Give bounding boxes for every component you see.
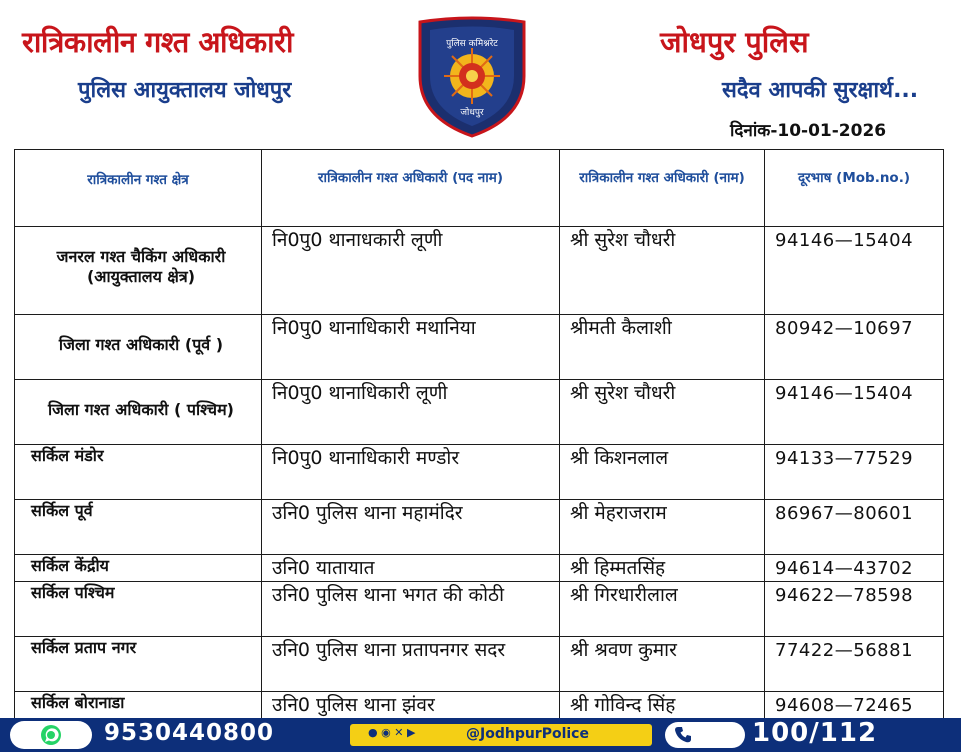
post-cell: उनि0 पुलिस थाना भगत की कोठी: [262, 582, 560, 637]
page-header: [0, 0, 961, 148]
area-cell: सर्किल बोरानाडा: [15, 692, 262, 719]
post-cell: उनि0 पुलिस थाना महामंदिर: [262, 500, 560, 555]
table-row: [15, 555, 944, 582]
post-cell: उनि0 यातायात: [262, 555, 560, 582]
table-row: [15, 637, 944, 692]
phone-cell: 77422—56881: [765, 637, 944, 692]
table-row: [15, 582, 944, 637]
post-cell: उनि0 पुलिस थाना झंवर: [262, 692, 560, 719]
area-cell: सर्किल पश्चिम: [15, 582, 262, 637]
table-row: [15, 315, 944, 380]
table-row: [15, 692, 944, 719]
report-date: दिनांक-10-01-2026: [730, 121, 887, 141]
page-title: रात्रिकालीन गश्त अधिकारी: [22, 25, 293, 59]
post-cell: नि0पु0 थानाधिकारी मथानिया: [262, 315, 560, 380]
social-icons: [368, 726, 415, 739]
phone-cell: 94133—77529: [765, 445, 944, 500]
phone-cell: 80942—10697: [765, 315, 944, 380]
area-cell: जनरल गश्त चैकिंग अधिकारी (आयुक्तालय क्षेत्र): [15, 227, 262, 315]
post-cell: नि0पु0 थानाधकारी लूणी: [262, 227, 560, 315]
phone-cell: 94622—78598: [765, 582, 944, 637]
table-row: [15, 227, 944, 315]
table-row: [15, 445, 944, 500]
area-cell: सर्किल केंद्रीय: [15, 555, 262, 582]
phone-cell: 86967—80601: [765, 500, 944, 555]
officer-name-cell: श्री श्रवण कुमार: [560, 637, 765, 692]
badge-top-text: पुलिस कमिश्नरेट: [446, 39, 498, 49]
phone-cell: 94146—15404: [765, 380, 944, 445]
officer-name-cell: श्री गोविन्द सिंह: [560, 692, 765, 719]
phone-cell: 94614—43702: [765, 555, 944, 582]
column-header-area: रात्रिकालीन गश्त क्षेत्र: [15, 150, 262, 227]
officer-name-cell: श्री मेहराजराम: [560, 500, 765, 555]
officer-name-cell: श्रीमती कैलाशी: [560, 315, 765, 380]
post-cell: नि0पु0 थानाधिकारी मण्डोर: [262, 445, 560, 500]
phone-cell: 94608—72465: [765, 692, 944, 719]
youtube-icon[interactable]: ▶: [406, 726, 416, 739]
whatsapp-icon[interactable]: [10, 721, 92, 749]
officer-name-cell: श्री सुरेश चौधरी: [560, 227, 765, 315]
post-cell: नि0पु0 थानाधिकारी लूणी: [262, 380, 560, 445]
table-row: [15, 500, 944, 555]
police-badge-icon: [410, 14, 534, 138]
page-subtitle: पुलिस आयुक्तालय जोधपुर: [78, 78, 292, 103]
brand-title: जोधपुर पुलिस: [660, 25, 809, 59]
area-cell: सर्किल प्रताप नगर: [15, 637, 262, 692]
facebook-icon[interactable]: ●: [368, 726, 378, 739]
instagram-icon[interactable]: ◉: [381, 726, 391, 739]
whatsapp-number[interactable]: 9530440800: [104, 720, 275, 746]
column-header-phone: दूरभाष (Mob.no.): [765, 150, 944, 227]
officer-name-cell: श्री सुरेश चौधरी: [560, 380, 765, 445]
table-header-row: [15, 150, 944, 227]
brand-tagline: सदैव आपकी सुरक्षार्थ...: [722, 78, 919, 103]
x-icon[interactable]: ✕: [394, 726, 404, 739]
night-patrol-table: [14, 149, 944, 719]
social-handle-bar[interactable]: [350, 724, 652, 746]
phone-cell: 94146—15404: [765, 227, 944, 315]
post-cell: उनि0 पुलिस थाना प्रतापनगर सदर: [262, 637, 560, 692]
badge-bottom-text: जोधपुर: [460, 108, 484, 118]
officer-name-cell: श्री गिरधारीलाल: [560, 582, 765, 637]
social-handle[interactable]: @JodhpurPolice: [466, 726, 589, 742]
officer-name-cell: श्री हिम्मतसिंह: [560, 555, 765, 582]
area-cell: जिला गश्त अधिकारी (पूर्व ): [15, 315, 262, 380]
patrol-table-container: [14, 149, 943, 719]
column-header-name: रात्रिकालीन गश्त अधिकारी (नाम): [560, 150, 765, 227]
area-cell: जिला गश्त अधिकारी ( पश्चिम): [15, 380, 262, 445]
table-row: [15, 380, 944, 445]
emergency-call-icon-pill[interactable]: [665, 722, 745, 748]
area-cell: सर्किल पूर्व: [15, 500, 262, 555]
officer-name-cell: श्री किशनलाल: [560, 445, 765, 500]
emergency-numbers[interactable]: 100/112: [752, 718, 878, 748]
column-header-post: रात्रिकालीन गश्त अधिकारी (पद नाम): [262, 150, 560, 227]
phone-icon: [674, 726, 694, 744]
footer-bar: [0, 718, 961, 752]
area-cell: सर्किल मंडोर: [15, 445, 262, 500]
